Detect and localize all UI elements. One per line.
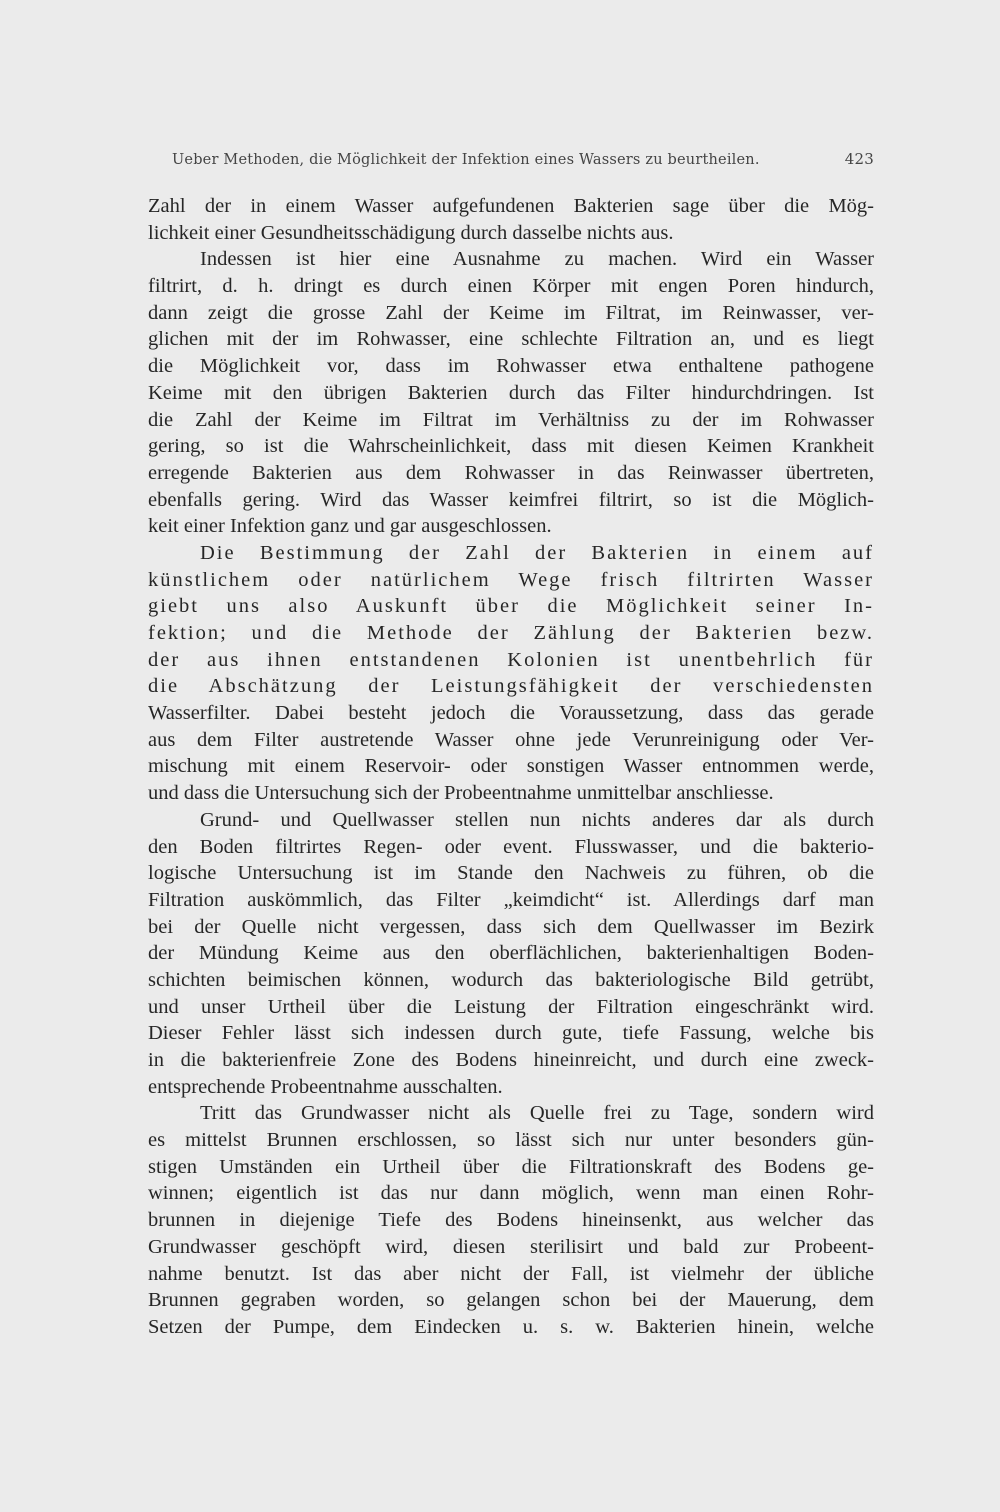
running-title: Ueber Methoden, die Möglichkeit der Infektion eines Wassers zu beurtheilen.	[172, 152, 760, 168]
text-line: Die Bestimmung der Zahl der Bakterien in einem auf	[200, 541, 874, 564]
text-line: die Möglichkeit vor, dass im Rohwasser etwa enthaltene pathogene	[148, 355, 874, 378]
text-line: Grund- und Quellwasser stellen nun nichts anderes dar als durch	[200, 808, 874, 831]
text-line: Wasserfilter. Dabei besteht jedoch die Voraussetzung, dass das gerade	[148, 702, 874, 725]
text-line: Tritt das Grundwasser nicht als Quelle frei zu Tage, sondern wird	[200, 1102, 874, 1125]
body-text	[148, 193, 874, 1341]
text-line: brunnen in diejenige Tiefe des Bodens hineinsenkt, aus welcher das	[148, 1209, 874, 1232]
text-line: winnen; eigentlich ist das nur dann möglich, wenn man einen Rohr-	[148, 1182, 874, 1205]
text-line: mischung mit einem Reservoir- oder sonstigen Wasser entnommen werde,	[148, 755, 874, 778]
text-line: Zahl der in einem Wasser aufgefundenen Bakterien sage über die Mög-	[148, 195, 874, 217]
text-line: gering, so ist die Wahrscheinlichkeit, dass mit diesen Keimen Krankheit	[148, 435, 874, 458]
text-line: Grundwasser geschöpft wird, diesen sterilisirt und bald zur Probeent-	[148, 1235, 874, 1258]
text-line: stigen Umständen ein Urtheil über die Filtrationskraft des Bodens ge-	[148, 1155, 874, 1178]
text-line: Brunnen gegraben worden, so gelangen schon bei der Mauerung, dem	[148, 1289, 874, 1312]
text-line: künstlichem oder natürlichem Wege frisch filtrirten Wasser	[148, 568, 874, 591]
text-line: schichten beimischen können, wodurch das bakteriologische Bild getrübt,	[148, 968, 874, 991]
text-line: glichen mit der im Rohwasser, eine schlechte Filtration an, und es liegt	[148, 328, 874, 351]
text-line: logische Untersuchung ist im Stande den Nachweis zu führen, ob die	[148, 862, 874, 885]
text-line: bei der Quelle nicht vergessen, dass sich dem Quellwasser im Bezirk	[148, 915, 874, 938]
text-line: der Mündung Keime aus den oberflächlichen, bakterienhaltigen Boden-	[148, 942, 874, 965]
text-line: erregende Bakterien aus dem Rohwasser in das Reinwasser übertreten,	[148, 461, 874, 484]
text-line: aus dem Filter austretende Wasser ohne jede Verunreinigung oder Ver-	[148, 728, 874, 751]
text-line: giebt uns also Auskunft über die Möglichkeit seiner In-	[148, 595, 874, 618]
text-line: Filtration auskömmlich, das Filter „keimdicht“ ist. Allerdings darf man	[148, 888, 874, 911]
text-line: der aus ihnen entstandenen Kolonien ist unentbehrlich für	[148, 648, 874, 671]
text-line: keit einer Infektion ganz und gar ausgeschlossen.	[148, 515, 552, 538]
text-line: dann zeigt die grosse Zahl der Keime im Filtrat, im Reinwasser, ver-	[148, 301, 874, 324]
text-line: die Abschätzung der Leistungsfähigkeit der verschiedensten	[148, 675, 874, 698]
text-line: fektion; und die Methode der Zählung der Bakterien bezw.	[148, 622, 874, 644]
text-line: es mittelst Brunnen erschlossen, so lässt sich nur unter besonders gün-	[148, 1129, 874, 1152]
running-header	[172, 150, 874, 168]
text-line: filtrirt, d. h. dringt es durch einen Körper mit engen Poren hindurch,	[148, 275, 874, 298]
text-line: entsprechende Probeentnahme ausschalten.	[148, 1075, 503, 1098]
text-line: Dieser Fehler lässt sich indessen durch gute, tiefe Fassung, welche bis	[148, 1022, 874, 1045]
text-line: Setzen der Pumpe, dem Eindecken u. s. w. Bakterien hinein, welche	[148, 1315, 874, 1338]
text-line: in die bakterienfreie Zone des Bodens hineinreicht, und durch eine zweck-	[148, 1049, 874, 1071]
text-line: nahme benutzt. Ist das aber nicht der Fall, ist vielmehr der übliche	[148, 1262, 874, 1285]
text-line: lichkeit einer Gesundheitsschädigung durch dasselbe nichts aus.	[148, 221, 674, 244]
text-line: Keime mit den übrigen Bakterien durch das Filter hindurchdringen. Ist	[148, 381, 874, 404]
page-number: 423	[844, 150, 874, 168]
text-line: Indessen ist hier eine Ausnahme zu machen. Wird ein Wasser	[200, 248, 874, 271]
text-line: die Zahl der Keime im Filtrat im Verhältniss zu der im Rohwasser	[148, 408, 874, 431]
text-line: den Boden filtrirtes Regen- oder event. Flusswasser, und die bakterio-	[148, 835, 874, 858]
text-line: ebenfalls gering. Wird das Wasser keimfrei filtrirt, so ist die Möglich-	[148, 488, 874, 511]
text-line: und unser Urtheil über die Leistung der Filtration eingeschränkt wird.	[148, 995, 874, 1018]
text-line: und dass die Untersuchung sich der Probeentnahme unmittelbar anschliesse.	[148, 782, 774, 805]
